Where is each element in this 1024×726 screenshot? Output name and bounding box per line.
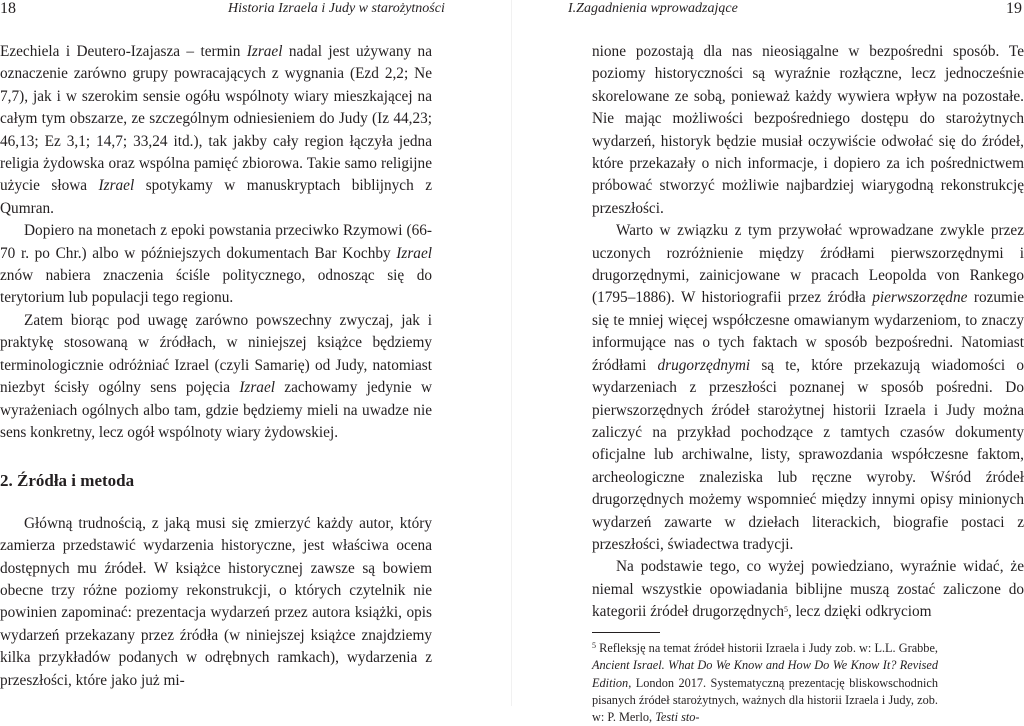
emphasis: drugorzędnymi (657, 356, 751, 374)
paragraph (0, 41, 432, 220)
text-run: , London 2017. Systematyczną prezentację bliskowschodnich pisanych źródeł starożytnych, ważnych dla historii Izraela i Judy, zob. w: P. Merlo, (592, 675, 938, 725)
text-run: Główną trudnością, z jaką musi się zmierzyć każdy autor, który zamierza przedstawić wydarzenia historyczne, jest właściwa ocena dostępnych mu źródeł. W książce historycznej zawsze są bowiem obecne trzy różne poziomy rekonstrukcji, o których czytelnik nie powinien zapominać: prezentacja wydarzeń przez autora książki, opis wydarzeń przekazany przez źródła (w niniejszej książce znajdziemy kilka przykładów podanych w odrębnych ramkach), wydarzenia z przeszłości, które jako już mi- (0, 514, 432, 689)
text-run: nione pozostają dla nas nieosiągalne w bezpośredni sposób. Te poziomy historyczności są wyraźnie rozłączne, lecz jednocześnie skorelowane ze sobą, ponieważ każdy wywiera wpływ na pozostałe. Nie mając możliwości bezpośredniego dostępu do starożytnych wydarzeń, historyk będzie musiał oczywiście odwołać się do źródeł, które przekazały o nich informacje, i dopiero za ich pośrednictwem próbować stworzyć możliwie najbardziej wiarygodną rekonstrukcję przeszłości. (592, 43, 1024, 217)
running-head-right: I.Zagadnienia wprowadzające (568, 1, 738, 16)
emphasis: Izrael (246, 43, 283, 60)
text-run: , lecz dzięki odkryciom (787, 603, 932, 621)
footnote (592, 637, 938, 726)
emphasis: pierwszorzędne (872, 289, 968, 307)
emphasis: Izrael (396, 244, 432, 262)
paragraph (592, 41, 1024, 220)
text-run: Zatem biorąc pod uwagę zarówno powszechny zwyczaj, jak i praktykę stosowaną w źródłach, w niniejszej książce będziemy terminologicznie odróżniać Izrael (czyli Samarię) od Judy, natomiast niezbyt ścisły ogólny sens pojęcia (0, 311, 432, 397)
page-number-left: 18 (0, 0, 16, 17)
text-run: rozumie się te mniej więcej współczesne omawianym wydarzeniom, to znaczy informujące nas o tych faktach w sposób bezpośredni. Natomiast źródłami (592, 289, 1024, 374)
text-run: są te, które przekazują wiadomości o wydarzeniach z przeszłości poznanej w sposób pośredni. Do pierwszorzędnych źródeł starożytnej historii Izraela i Judy można zaliczyć na przykład pochodzące z tamtych czasów dokumenty oficjalne lub archiwalne, listy, sprawozdania współczesne faktom, archeologiczne znaleziska lub ręczne wyroby. Wśród źródeł drugorzędnych możemy wspomnieć między innymi opisy minionych wydarzeń zawarte w dziełach literackich, biografie postaci z przeszłości, świadectwa tradycji. (592, 356, 1024, 553)
footnote-number: 5 (592, 641, 596, 650)
paragraph (0, 513, 432, 692)
paragraph (0, 220, 432, 310)
paragraph (0, 310, 432, 444)
running-head-left: Historia Izraela i Judy w starożytności (228, 1, 445, 16)
paragraph (592, 220, 1024, 556)
text-run: Warto w związku z tym przywołać wprowadzane zwykle przez uczonych rozróżnienie między źródłami pierwszorzędnymi i drugorzędnymi, zainicjowane w pracach Leopolda von Rankego (1795–1886). W historiografii przez źródła (592, 222, 1024, 307)
emphasis: Izrael (98, 177, 135, 195)
text-run: Dopiero na monetach z epoki powstania przeciwko Rzymowi (66-70 r. po Chr.) albo w późniejszych dokumentach Bar Kochby (0, 222, 432, 262)
page-number-right: 19 (1006, 0, 1022, 17)
text-run: Ezechiela i Deutero-Izajasza – termin (0, 43, 247, 60)
emphasis: Ancient Israel. What Do We Know and How Do We Know It? Revised Edition (592, 658, 938, 690)
emphasis: Testi sto- (655, 710, 700, 725)
left-page (0, 0, 512, 706)
text-run: Na podstawie tego, co wyżej powiedziano, wyraźnie widać, że niemal wszystkie opowiadania biblijne muszą zostać zaliczone do kategorii źródeł drugorzędnych (592, 558, 1024, 621)
text-run: spotykamy w manuskryptach biblijnych z Qumran. (0, 177, 432, 217)
footnote-reference[interactable]: 5 (783, 605, 788, 615)
text-run: Refleksję na temat źródeł historii Izraela i Judy zob. w: L.L. Grabbe, (596, 641, 938, 655)
right-body (592, 41, 1024, 624)
paragraph (592, 556, 1024, 623)
text-run: zachowamy jedynie w wyrażeniach ogólnych albo tam, gdzie będziemy mieli na uwadze nie sens konkretny, lecz ogół wspólnoty wiary żydowskiej. (0, 379, 432, 441)
footnote-divider (592, 632, 660, 633)
right-page (512, 0, 1024, 725)
left-body (0, 41, 432, 692)
text-run: znów nabiera znaczenia ściśle politycznego, odnosząc się do terytorium lub populacji tego regionu. (0, 267, 432, 307)
section-heading: 2. Źródła i metoda (0, 471, 135, 491)
emphasis: Izrael (239, 379, 276, 397)
text-run: nadal jest używany na oznaczenie zarówno grupy powracających z wygnania (Ezd 2,2; Ne 7,7), jak i w szerokim sensie ogółu wspólnoty wiary mieszkającej na całym tym obszarze, ze szczególnym odniesieniem do Judy (Iz 44,23; 46,13; Ez 3,1; 14,7; 33,24 itd.), tak jakby cały region łączyła jedna religia żydowska oraz wspólna pamięć zbiorowa. Takie samo religijne użycie słowa (0, 43, 432, 195)
